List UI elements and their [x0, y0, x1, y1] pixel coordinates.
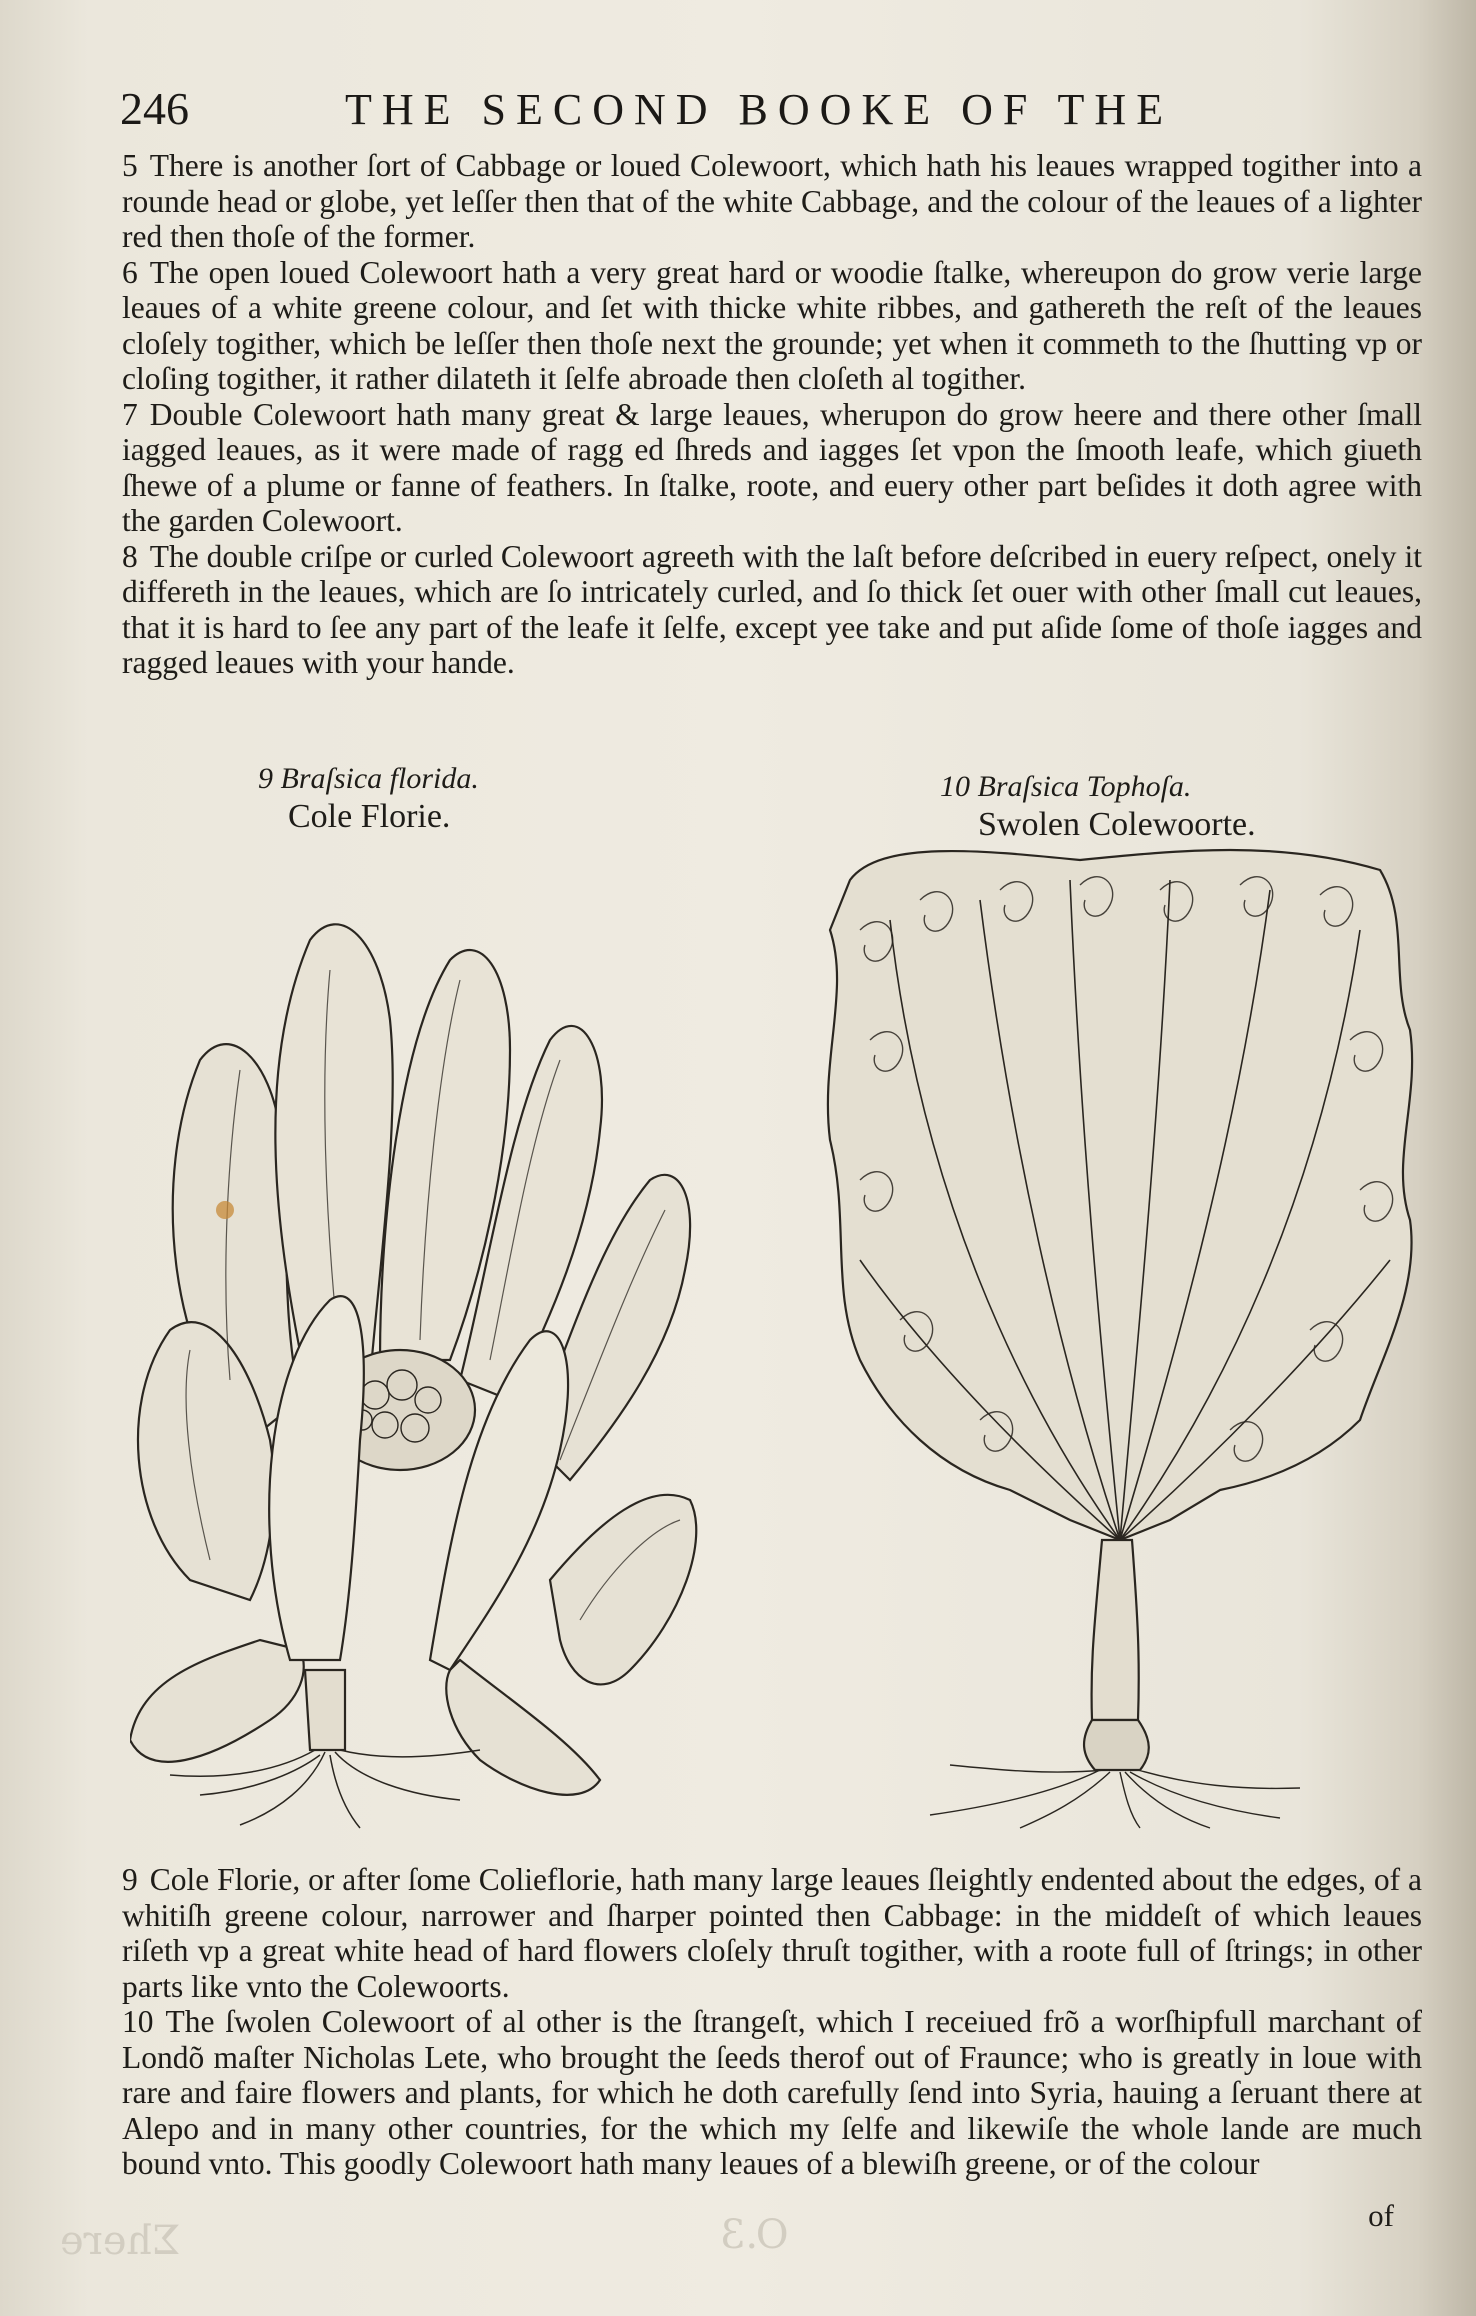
colewort-root-crown	[1084, 1720, 1149, 1770]
paragraph-number: 6	[122, 254, 138, 290]
paragraph-7	[122, 397, 1422, 539]
running-title: THE SECOND BOOKE OF THE	[345, 85, 1174, 134]
figure-number: 10	[940, 770, 970, 803]
paragraph-text: There is another ſort of Cabbage or loued Colewoort, which hath his leaues wrapped togither into a rounde head or globe, yet leſſer then that of the white Cabbage, and the colour of the leaues of a lighter red then thoſe of the former.	[122, 148, 1422, 254]
cauliflower-roots	[170, 1750, 480, 1828]
paragraph-9	[122, 1862, 1422, 2004]
cauliflower-stalk	[305, 1670, 345, 1750]
colewort-crown	[828, 850, 1412, 1540]
figure-number: 9	[258, 762, 273, 795]
paragraph-10	[122, 2004, 1422, 2182]
text-block-top	[122, 148, 1422, 681]
figure-latin-name	[258, 762, 479, 796]
figure-caption-cole-florie	[258, 762, 479, 836]
paragraph-number: 5	[122, 148, 138, 183]
colewort-roots	[930, 1765, 1300, 1828]
running-header	[120, 82, 1230, 142]
paragraph-5	[122, 148, 1422, 255]
swolen-colewort-woodcut	[820, 840, 1420, 1830]
figure-latin-text: Braſsica Tophoſa.	[977, 770, 1192, 803]
paragraph-text: The double criſpe or curled Colewoort agreeth with the laſt before deſcribed in euery reſpect, onely it differeth in the leaues, which are ſo intricately curled, and ſo thick ſet ouer with other ſmall cut leaues, that it is hard to ſee any part of the leafe it ſelfe, except yee take and put aſide ſome of thoſe iagges and ragged leaues with your hande.	[122, 538, 1422, 680]
ink-stain	[216, 1201, 234, 1219]
colewort-stalk	[1092, 1540, 1139, 1720]
figure-latin-text: Braſsica florida.	[280, 762, 479, 795]
cauliflower-woodcut	[130, 880, 700, 1830]
figure-english-name: Cole Florie.	[288, 798, 451, 835]
paragraph-8	[122, 539, 1422, 681]
paragraph-number: 9	[122, 1862, 138, 1897]
catchword: of	[1368, 2198, 1394, 2233]
paragraph-text: Double Colewoort hath many great & large leaues, wherupon do grow heere and there other ſmall iagged leaues, as it were made of ragg ed ſhreds and iagges ſet vpon the ſmooth leafe, which giueth ſhewe of a plume or fanne of feathers. In ſtalke, roote, and euery other part beſides it doth agree with the garden Colewoort.	[122, 396, 1422, 538]
show-through-signature: O.3	[720, 2212, 789, 2258]
paragraph-number: 8	[122, 538, 138, 574]
figure-caption-swolen-colewoorte	[940, 770, 1256, 844]
paragraph-number: 7	[122, 396, 138, 432]
figure-latin-name	[940, 770, 1256, 804]
paragraph-6	[122, 255, 1422, 397]
paragraph-text: Cole Florie, or after ſome Colieflorie, hath many large leaues ſleightly endented about the edges, of a whitiſh greene colour, narrower and ſharper pointed then Cabbage: in the middeſt of which leaues riſeth vp a great white head of hard flowers cloſely thruſt togither, with a roote full of ſtrings; in other parts like vnto the Colewoorts.	[122, 1862, 1422, 2004]
paragraph-text: The ſwolen Colewoort of al other is the ſtrangeſt, which I receiued frõ a worſhipfull marchant of Londõ maſter Nicholas Lete, who brought the ſeeds therof out of Fraunce; who is greatly in loue with rare and faire flowers and plants, for which he doth carefully ſend into Syria, hauing a ſeruant there at Alepo and in many other countries, for the which my ſelfe and likewiſe the whole lande are much bound vnto. This goodly Colewoort hath many leaues of a blewiſh greene, or of the colour	[122, 2004, 1422, 2181]
page-number: 246	[120, 83, 189, 134]
figure-english-name: Swolen Colewoorte.	[978, 806, 1256, 843]
show-through-text: Ʃhere	[60, 2218, 181, 2264]
paragraph-number: 10	[122, 2004, 154, 2039]
text-block-bottom	[122, 1862, 1422, 2182]
paragraph-text: The open loued Colewoort hath a very great hard or woodie ſtalke, whereupon do grow verie large leaues of a white greene colour, and ſet with thicke white ribbes, and gathereth the reſt of the leaues cloſely togither, which be leſſer then thoſe next the grounde; yet when it commeth to the ſhutting vp or cloſing togither, it rather dilateth it ſelfe abroade then cloſeth al togither.	[122, 254, 1422, 396]
